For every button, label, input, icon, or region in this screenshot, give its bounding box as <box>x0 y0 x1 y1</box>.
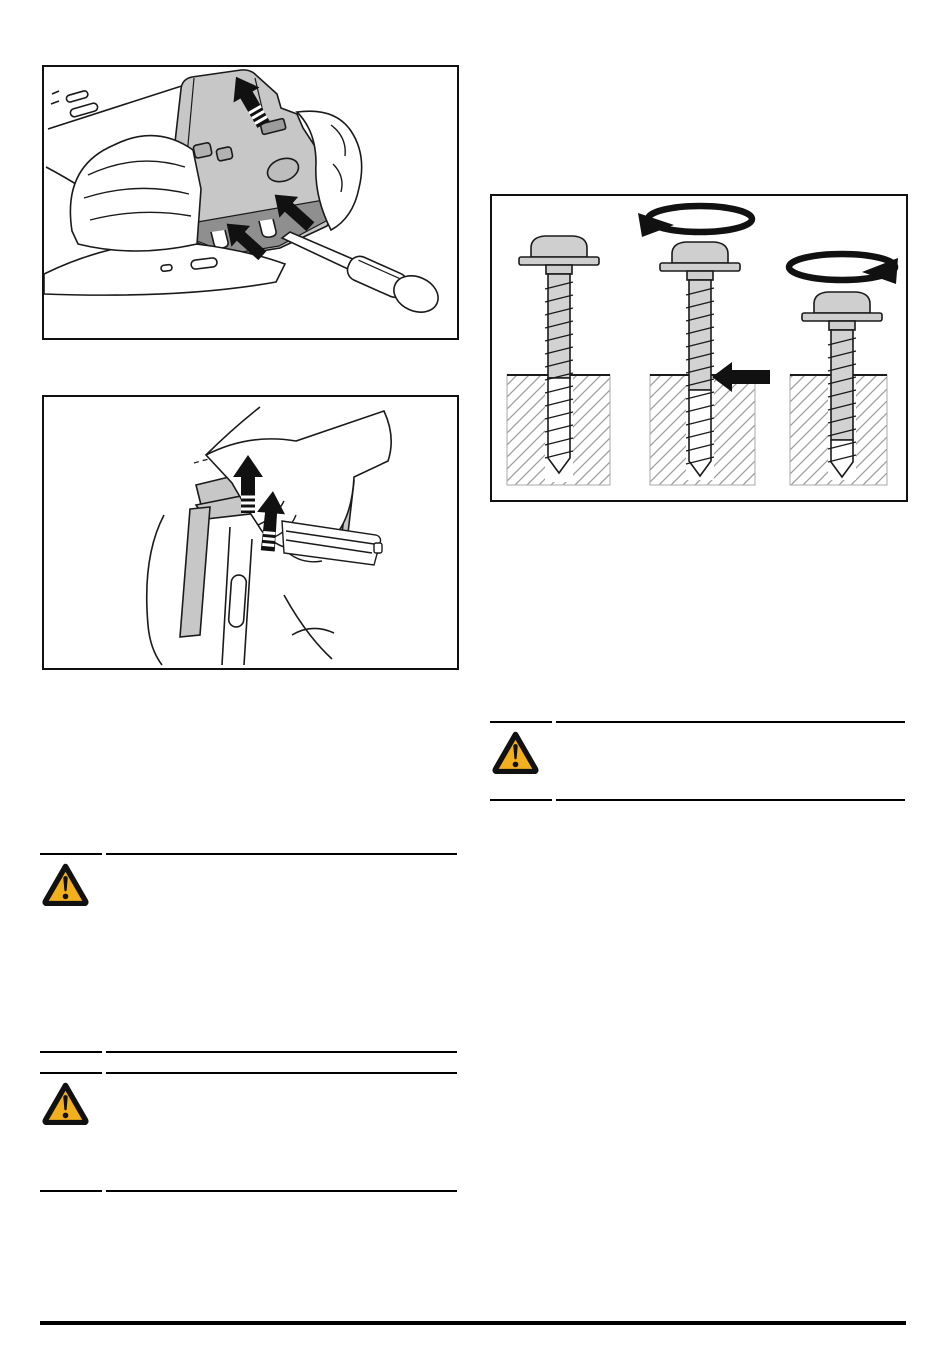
rotation-arrow-icon <box>638 206 752 237</box>
warning-triangle-icon <box>492 730 539 774</box>
screwdriver-icon <box>282 232 444 319</box>
figure-battery-removal <box>42 65 459 340</box>
figure-screw-driving <box>490 194 908 502</box>
figure-catch-lift <box>42 395 459 670</box>
vent-slots-icon <box>51 90 99 118</box>
warning-block-1 <box>40 853 457 1053</box>
warning-block-2 <box>40 1072 457 1192</box>
warning-text-area <box>556 721 905 801</box>
warning-text-area <box>106 1072 457 1192</box>
warning-triangle-icon <box>42 862 89 906</box>
warning-icon-cell <box>40 853 102 1053</box>
left-hand <box>70 136 201 251</box>
rotation-arrow-icon <box>789 254 898 284</box>
catch-lift-illustration <box>44 397 457 668</box>
warning-icon-cell <box>40 1072 102 1192</box>
footer-rule <box>40 1321 906 1325</box>
warning-icon-cell <box>490 721 552 801</box>
machine-top-edge <box>48 82 194 129</box>
warning-text-area <box>106 853 457 1053</box>
battery-removal-illustration <box>44 67 457 338</box>
warning-triangle-icon <box>42 1081 89 1125</box>
screw-driving-illustration <box>492 196 906 500</box>
warning-block-3 <box>490 721 905 801</box>
